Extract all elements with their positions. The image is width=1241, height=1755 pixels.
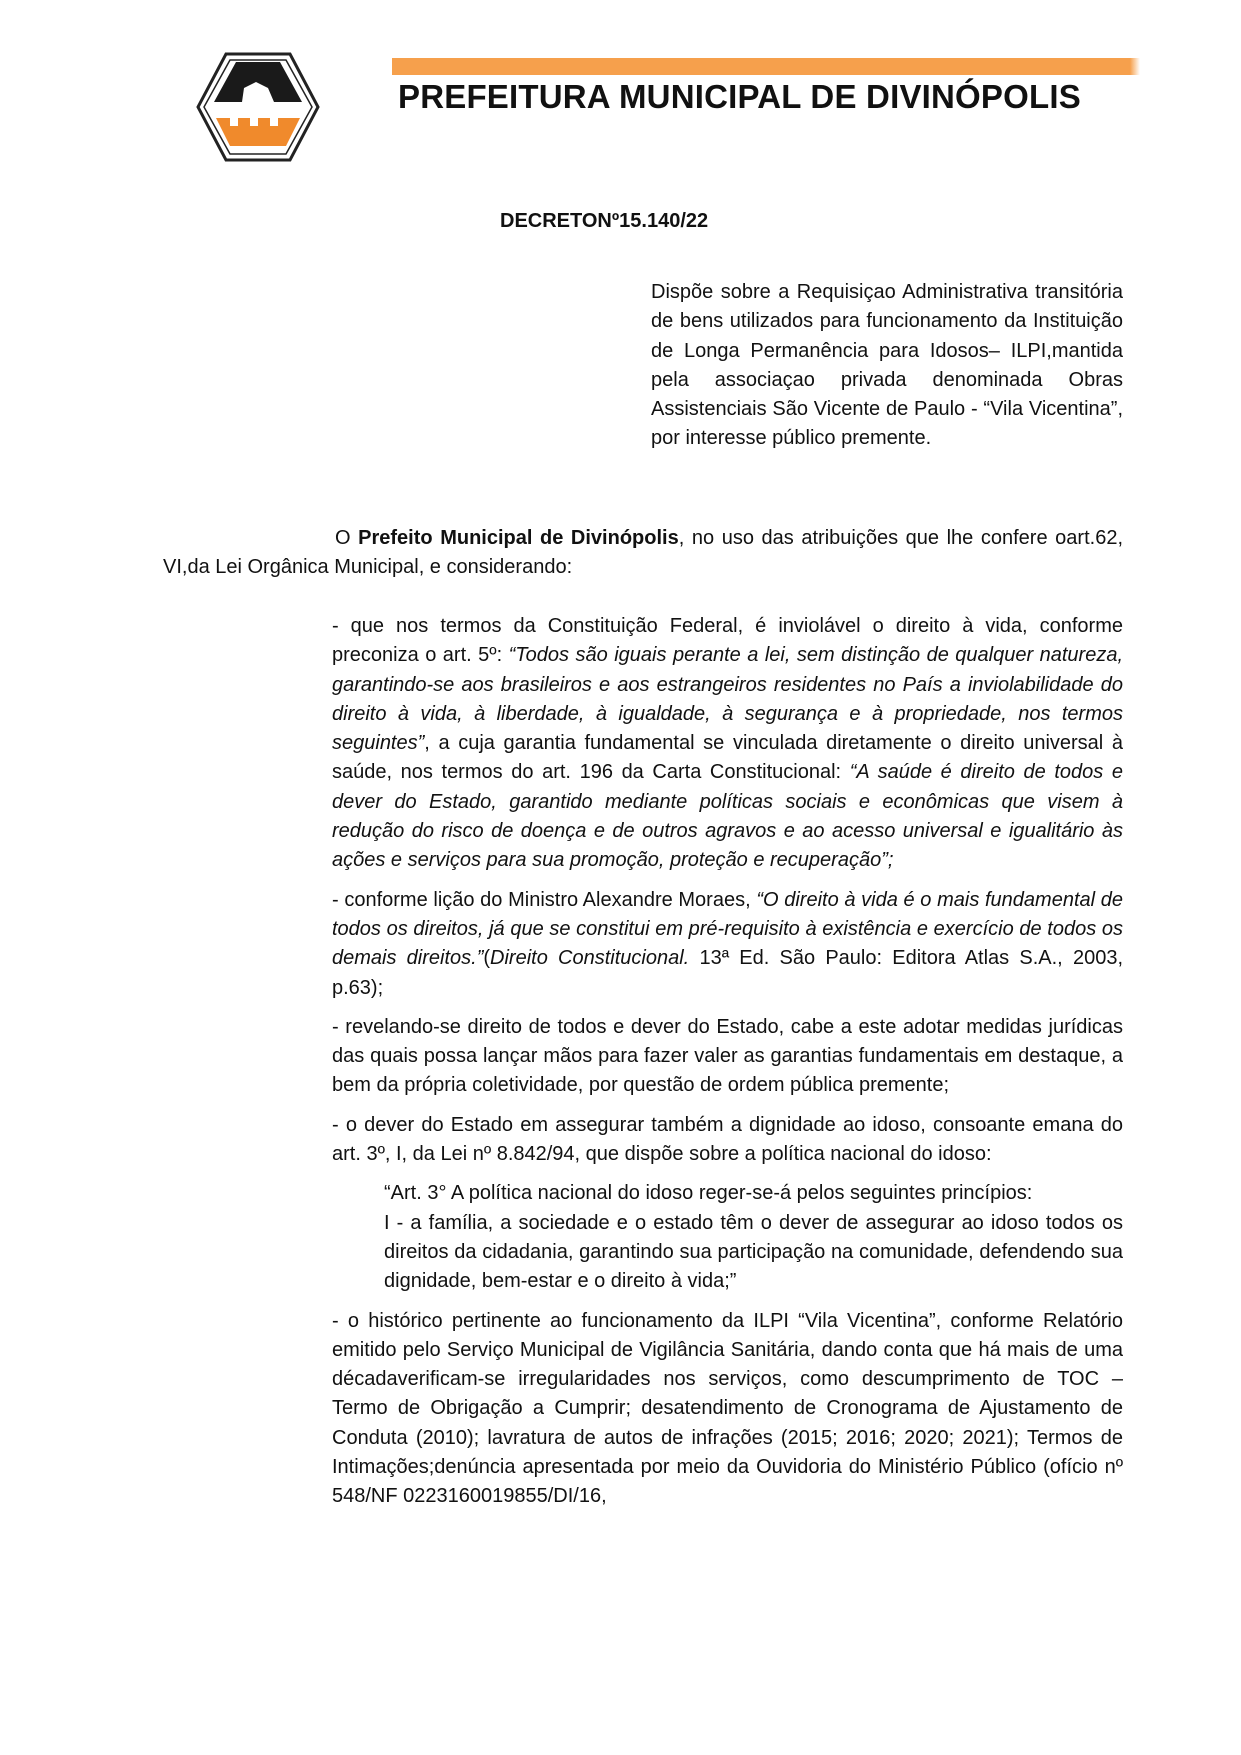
text-run: - revelando-se direito de todos e dever do Estado, cabe a este adotar medidas jurídicas das quais possa lançar mãos para fazer valer as garantias fundamentais em destaque, a bem da própria coletividade, por questão de ordem pública premente; (332, 1015, 1123, 1097)
considerando-paragraph (332, 1111, 1123, 1170)
text-run: - conforme lição do Ministro Alexandre Moraes, (332, 888, 757, 911)
considerando-paragraph (332, 1013, 1123, 1101)
text-run: - o dever do Estado em assegurar também a dignidade ao idoso, consoante emana do art. 3º, I, da Lei nº 8.842/94, que dispõe sobre a política nacional do idoso: (332, 1113, 1123, 1166)
intro-paragraph (163, 524, 1123, 583)
considerando-paragraph (332, 886, 1123, 1003)
considerando-paragraph (332, 612, 1123, 876)
text-run: - que nos termos da Constituição Federal, é inviolável o direito à vida, conforme preconiza o art. 5º: (332, 615, 1123, 667)
quote-line: “Art. 3° A política nacional do idoso reger-se-á pelos seguintes princípios: (384, 1182, 1033, 1205)
quoted-text: “O direito à vida é o mais fundamental de todos os direitos, já que se constitui em pré-requisito à existência e exercício de todos os demais direitos.” (332, 888, 1123, 970)
decree-summary: Dispõe sobre a Requisiçao Administrativa transitória de bens utilizados para funcionamento da Instituição de Longa Permanência para Idosos– ILPI,mantida pela associaçao privada denominada Obras Assistenciais São Vicente de Paulo - “Vila Vicentina”, por interesse público premente. (651, 281, 1123, 450)
law-quote (384, 1179, 1123, 1296)
quoted-text: “Todos são iguais perante a lei, sem distinção de qualquer natureza, garantindo-se aos brasileiros e aos estrangeiros residentes no País a inviolabilidade do direito à vida, à liberdade, à igualdade, à segurança e à propriedade, nos termos seguintes” (332, 644, 1123, 755)
header-accent-bar (392, 58, 1130, 75)
intro-rest: , no uso das atribuições que lhe confere oart.62, VI,da Lei Orgânica Municipal, e considerando: (163, 527, 1123, 579)
considerandos-list (332, 612, 1123, 1522)
municipal-crest-icon (196, 52, 320, 162)
citation-title: Direito Constitucional. (490, 947, 690, 970)
institution-title: PREFEITURA MUNICIPAL DE DIVINÓPOLIS (398, 78, 1081, 115)
quote-line: I - a família, a sociedade e o estado têm o dever de assegurar ao idoso todos os direitos da cidadania, garantindo sua participação na comunidade, defendendo sua dignidade, bem-estar e o direito à vida;” (384, 1211, 1123, 1293)
text-run: ( (483, 947, 491, 970)
text-run: , a cuja garantia fundamental se vinculada diretamente o direito universal à saúde, nos termos do art. 196 da Carta Constitucional: (332, 732, 1123, 784)
text-run: 13ª Ed. São Paulo: Editora Atlas S.A., 2003, p.63); (332, 947, 1124, 999)
considerando-paragraph: - o histórico pertinente ao funcionamento da ILPI “Vila Vicentina”, conforme Relatório emitido pelo Serviço Municipal de Vigilância Sanitária, dando conta que há mais de uma décadaverificam-se irregularidades nos serviços, como descumprimento de TOC – Termo de Obrigação a Cumprir; desatendimento de Cronograma de Ajustamento de Conduta (2010); lavratura de autos de infrações (2015; 2016; 2020; 2021); Termos de Intimações;denúncia apresentada por meio da Ouvidoria do Ministério Público (ofício nº 548/NF 0223160019855/DI/16, (332, 1309, 1123, 1508)
intro-lead: O (335, 527, 359, 549)
quoted-text: “A saúde é direito de todos e dever do Estado, garantido mediante políticas sociais e econômicas que visem à redução do risco de doença e de outros agravos e ao acesso universal e igualitário às ações e serviços para sua promoção, proteção e recuperação”; (332, 761, 1123, 872)
decree-number: DECRETONº15.140/22 (500, 210, 709, 232)
intro-author: Prefeito Municipal de Divinópolis (358, 527, 679, 549)
